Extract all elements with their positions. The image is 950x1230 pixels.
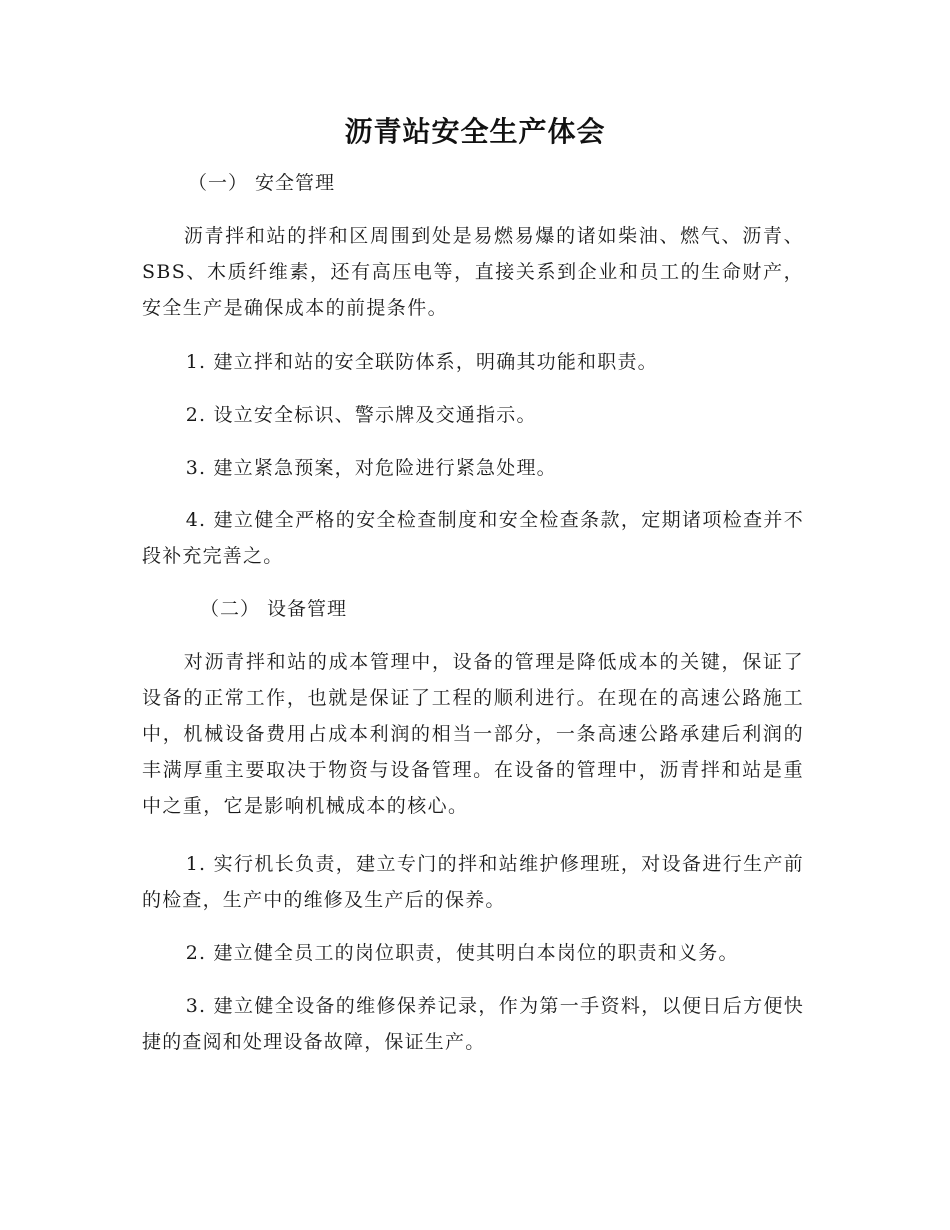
list-item-equipment-2: 2. 建立健全员工的岗位职责，使其明白本岗位的职责和义务。 bbox=[185, 942, 739, 964]
list-item-safety-4: 4. 建立健全严格的安全检查制度和安全检查条款，定期诸项检查并不段补充完善之。 bbox=[142, 509, 804, 567]
list-item-equipment-1: 1. 实行机长负责，建立专门的拌和站维护修理班，对设备进行生产前的检查，生产中的维修及生产后的保养。 bbox=[142, 853, 804, 911]
section-heading-safety: （一） 安全管理 bbox=[188, 172, 336, 194]
paragraph-safety-intro: 沥青拌和站的拌和区周围到处是易燃易爆的诸如柴油、燃气、沥青、SBS、木质纤维素，还有高压电等，直接关系到企业和员工的生命财产，安全生产是确保成本的前提条件。 bbox=[142, 225, 804, 319]
document-title: 沥青站安全生产体会 bbox=[344, 115, 606, 148]
list-item-equipment-3: 3. 建立健全设备的维修保养记录，作为第一手资料，以便日后方便快捷的查阅和处理设备故障，保证生产。 bbox=[142, 995, 804, 1053]
list-item-safety-1: 1. 建立拌和站的安全联防体系，明确其功能和职责。 bbox=[185, 351, 658, 373]
paragraph-equipment-intro: 对沥青拌和站的成本管理中，设备的管理是降低成本的关键，保证了设备的正常工作，也就是保证了工程的顺利进行。在现在的高速公路施工中，机械设备费用占成本利润的相当一部分，一条高速公路承建后利润的丰满厚重主要取决于物资与设备管理。在设备的管理中，沥青拌和站是重中之重，它是影响机械成本的核心。 bbox=[142, 651, 804, 817]
list-item-safety-2: 2. 设立安全标识、警示牌及交通指示。 bbox=[185, 404, 537, 426]
section-heading-equipment: （二） 设备管理 bbox=[200, 598, 348, 620]
list-item-safety-3: 3. 建立紧急预案，对危险进行紧急处理。 bbox=[185, 457, 557, 479]
